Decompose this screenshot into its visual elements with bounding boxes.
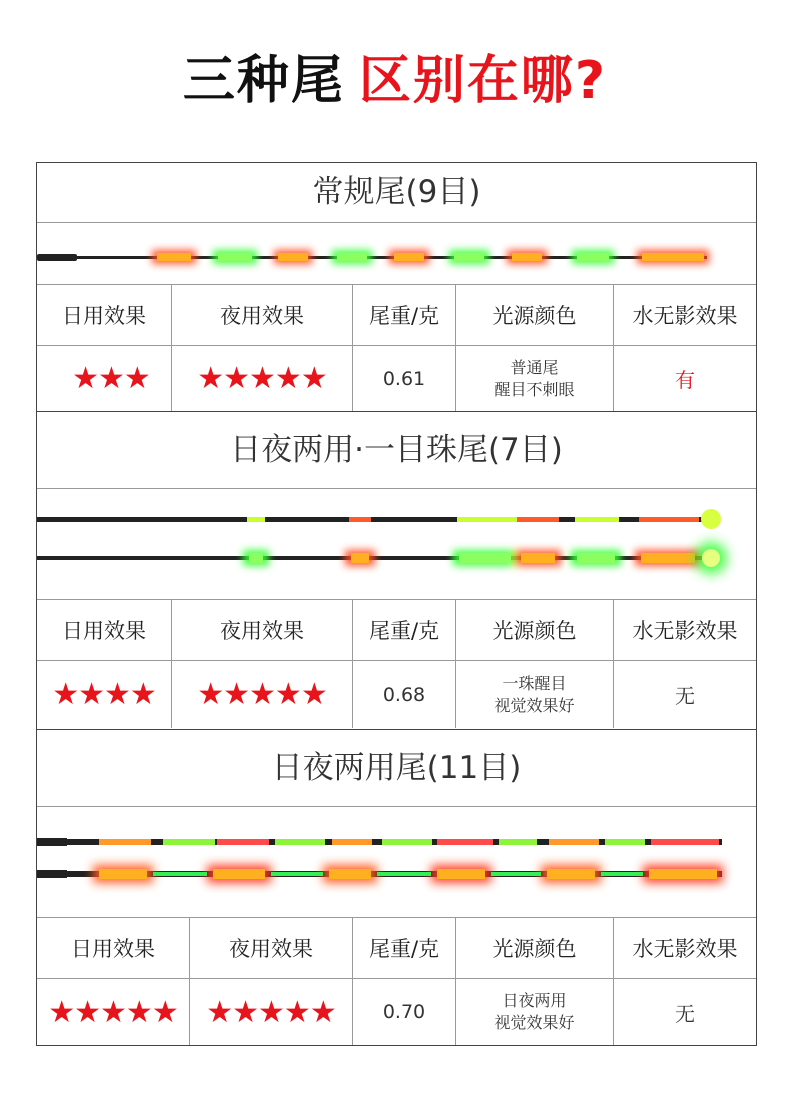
col-day: 日用效果 [37,285,172,345]
col-weight: 尾重/克 [353,285,456,345]
section-title: 日夜两用尾(11目) [37,730,756,807]
weight-value: 0.70 [353,979,456,1045]
star-icon: ★★ [72,361,124,396]
header-row [37,600,756,661]
col-light: 光源颜色 [456,285,614,345]
half-star-icon: ★ [123,361,150,396]
shadow-value: 有 [675,368,695,392]
light-value: 日夜两用 视觉效果好 [456,979,614,1045]
value-row [37,661,756,728]
headline [0,46,790,116]
headline-part1: 三种尾 [182,51,345,111]
headline-part2: 区别在哪? [358,51,608,111]
col-shadow: 水无影效果 [632,619,738,643]
col-weight: 尾重/克 [353,918,456,978]
light-value: 普通尾 醒目不刺眼 [456,346,614,411]
col-night: 夜用效果 [172,600,353,660]
col-light: 光源颜色 [456,918,614,978]
shadow-value: 无 [675,1001,695,1026]
header-row [37,285,756,346]
shadow-value: 无 [675,684,695,708]
day-rating: ★★★★ [37,661,172,728]
light-value: 一珠醒目 视觉效果好 [456,661,614,728]
header-row [37,918,756,979]
night-rating: ★★★★★ [190,979,353,1045]
float-tail-image [37,489,756,600]
value-row [37,979,756,1045]
col-day: 日用效果 [37,600,172,660]
section-title: 常规尾(9目) [37,163,756,223]
col-day: 日用效果 [37,918,190,978]
section-title: 日夜两用·一目珠尾(7目) [37,412,756,489]
day-rating [37,346,172,411]
col-light: 光源颜色 [456,600,614,660]
col-night: 夜用效果 [190,918,353,978]
value-row [37,346,756,411]
col-shadow: 水无影效果 [632,937,738,961]
comparison-table [36,162,757,1046]
float-tail-image [37,223,756,285]
night-rating: ★★★★★ [172,661,353,728]
float-tail-image [37,807,756,918]
col-night: 夜用效果 [172,285,353,345]
weight-value: 0.68 [353,661,456,728]
day-rating: ★★★★★ [37,979,190,1045]
weight-value: 0.61 [353,346,456,411]
col-shadow: 水无影效果 [632,304,738,328]
col-weight: 尾重/克 [353,600,456,660]
night-rating: ★★★★★ [172,346,353,411]
